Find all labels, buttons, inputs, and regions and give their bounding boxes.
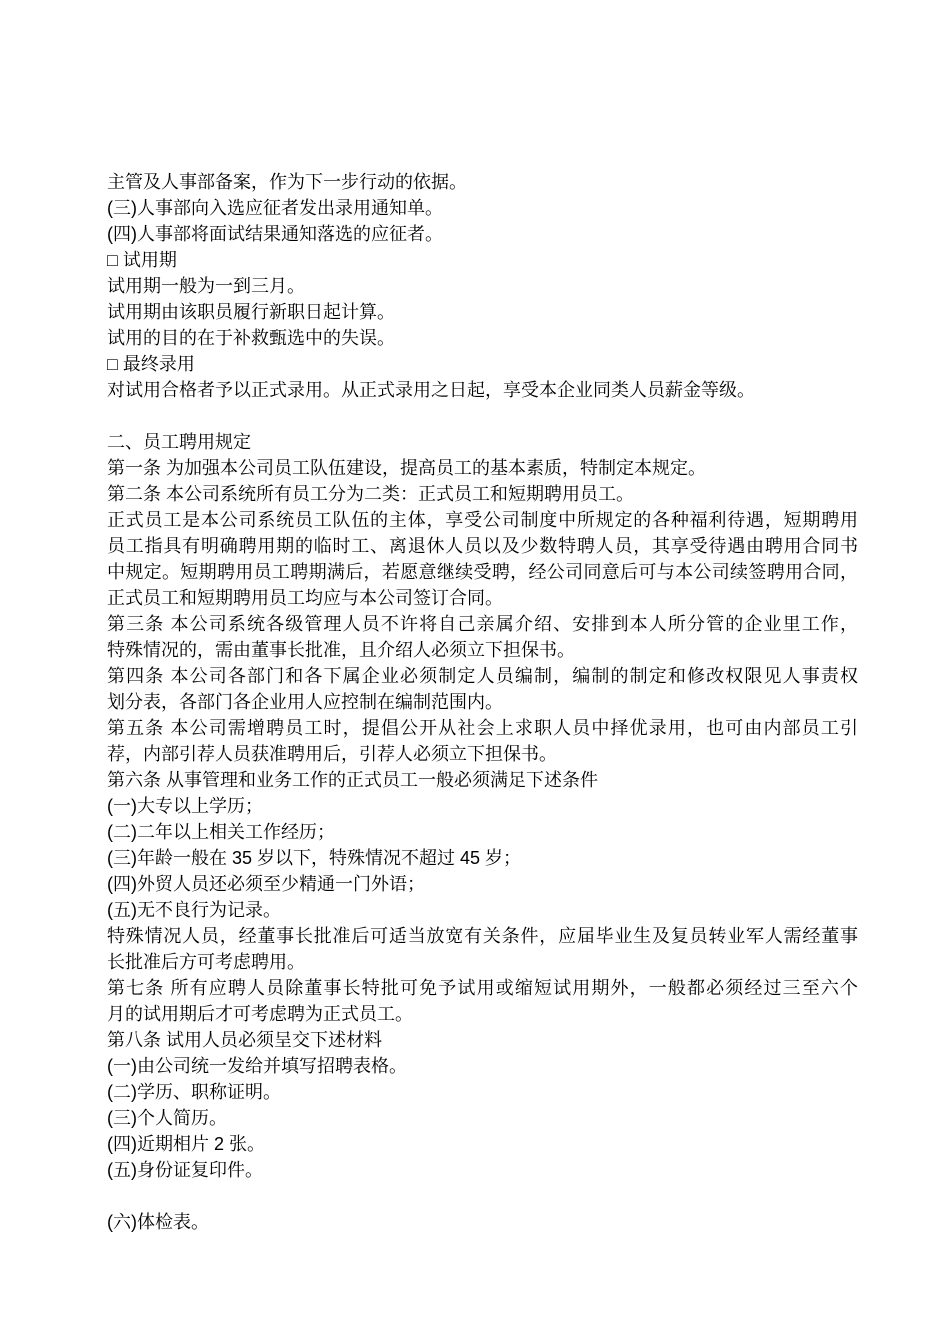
document-body bbox=[107, 169, 858, 1235]
article-line: 第二条 本公司系统所有员工分为二类：正式员工和短期聘用员工。 bbox=[107, 484, 634, 504]
text-line: 试用的目的在于补救甄选中的失误。 bbox=[107, 328, 395, 348]
blank-line bbox=[107, 403, 858, 429]
list-item: (四)外贸人员还必须至少精通一门外语； bbox=[107, 874, 425, 894]
section-title: 二、员工聘用规定 bbox=[107, 432, 251, 452]
blank-line bbox=[107, 1183, 858, 1209]
text-line: 员工指具有明确聘用期的临时工、离退休人员以及少数特聘人员，其享受待遇由聘用合同书 bbox=[107, 536, 858, 556]
list-item: (一)由公司统一发给并填写招聘表格。 bbox=[107, 1056, 407, 1076]
list-item: (四)人事部将面试结果通知落选的应征者。 bbox=[107, 224, 443, 244]
text-line: 荐，内部引荐人员获准聘用后，引荐人必须立下担保书。 bbox=[107, 744, 557, 764]
list-item: (二)二年以上相关工作经历； bbox=[107, 822, 335, 842]
text-line: 特殊情况的，需由董事长批准，且介绍人必须立下担保书。 bbox=[107, 640, 575, 660]
text-line: 对试用合格者予以正式录用。从正式录用之日起，享受本企业同类人员薪金等级。 bbox=[107, 380, 755, 400]
article-line: 第五条 本公司需增聘员工时，提倡公开从社会上求职人员中择优录用，也可由内部员工引 bbox=[107, 718, 858, 738]
text-line: 月的试用期后才可考虑聘为正式员工。 bbox=[107, 1004, 413, 1024]
list-item: (一)大专以上学历； bbox=[107, 796, 263, 816]
article-line: 第一条 为加强本公司员工队伍建设，提高员工的基本素质，特制定本规定。 bbox=[107, 458, 706, 478]
text-line: 正式员工和短期聘用员工均应与本公司签订合同。 bbox=[107, 588, 503, 608]
text-line: 主管及人事部备案，作为下一步行动的依据。 bbox=[107, 172, 467, 192]
article-line: 第七条 所有应聘人员除董事长特批可免予试用或缩短试用期外，一般都必须经过三至六个 bbox=[107, 978, 858, 998]
article-line: 第四条 本公司各部门和各下属企业必须制定人员编制，编制的制定和修改权限见人事责权 bbox=[107, 666, 858, 686]
article-line: 第六条 从事管理和业务工作的正式员工一般必须满足下述条件 bbox=[107, 770, 598, 790]
text-line: 特殊情况人员，经董事长批准后可适当放宽有关条件，应届毕业生及复员转业军人需经董事 bbox=[107, 926, 858, 946]
probation-heading: □ 试用期 bbox=[107, 250, 177, 270]
text-line: 长批准后方可考虑聘用。 bbox=[107, 952, 305, 972]
list-item: (二)学历、职称证明。 bbox=[107, 1082, 281, 1102]
list-item: (五)身份证复印件。 bbox=[107, 1160, 263, 1180]
text-line: 试用期一般为一到三月。 bbox=[107, 276, 305, 296]
list-item: (六)体检表。 bbox=[107, 1212, 209, 1232]
text-line: 中规定。短期聘用员工聘期满后，若愿意继续受聘，经公司同意后可与本公司续签聘用合同， bbox=[107, 562, 858, 582]
text-line: 正式员工是本公司系统员工队伍的主体，享受公司制度中所规定的各种福利待遇，短期聘用 bbox=[107, 510, 858, 530]
text-line: 试用期由该职员履行新职日起计算。 bbox=[107, 302, 395, 322]
list-item: (五)无不良行为记录。 bbox=[107, 900, 281, 920]
article-line: 第八条 试用人员必须呈交下述材料 bbox=[107, 1030, 382, 1050]
list-item: (三)年龄一般在 35 岁以下，特殊情况不超过 45 岁； bbox=[107, 848, 522, 868]
text-line: 划分表，各部门各企业用人应控制在编制范围内。 bbox=[107, 692, 503, 712]
list-item: (四)近期相片 2 张。 bbox=[107, 1134, 266, 1154]
list-item: (三)人事部向入选应征者发出录用通知单。 bbox=[107, 198, 443, 218]
article-line: 第三条 本公司系统各级管理人员不许将自己亲属介绍、安排到本人所分管的企业里工作， bbox=[107, 614, 858, 634]
list-item: (三)个人简历。 bbox=[107, 1108, 227, 1128]
final-hiring-heading: □ 最终录用 bbox=[107, 354, 195, 374]
